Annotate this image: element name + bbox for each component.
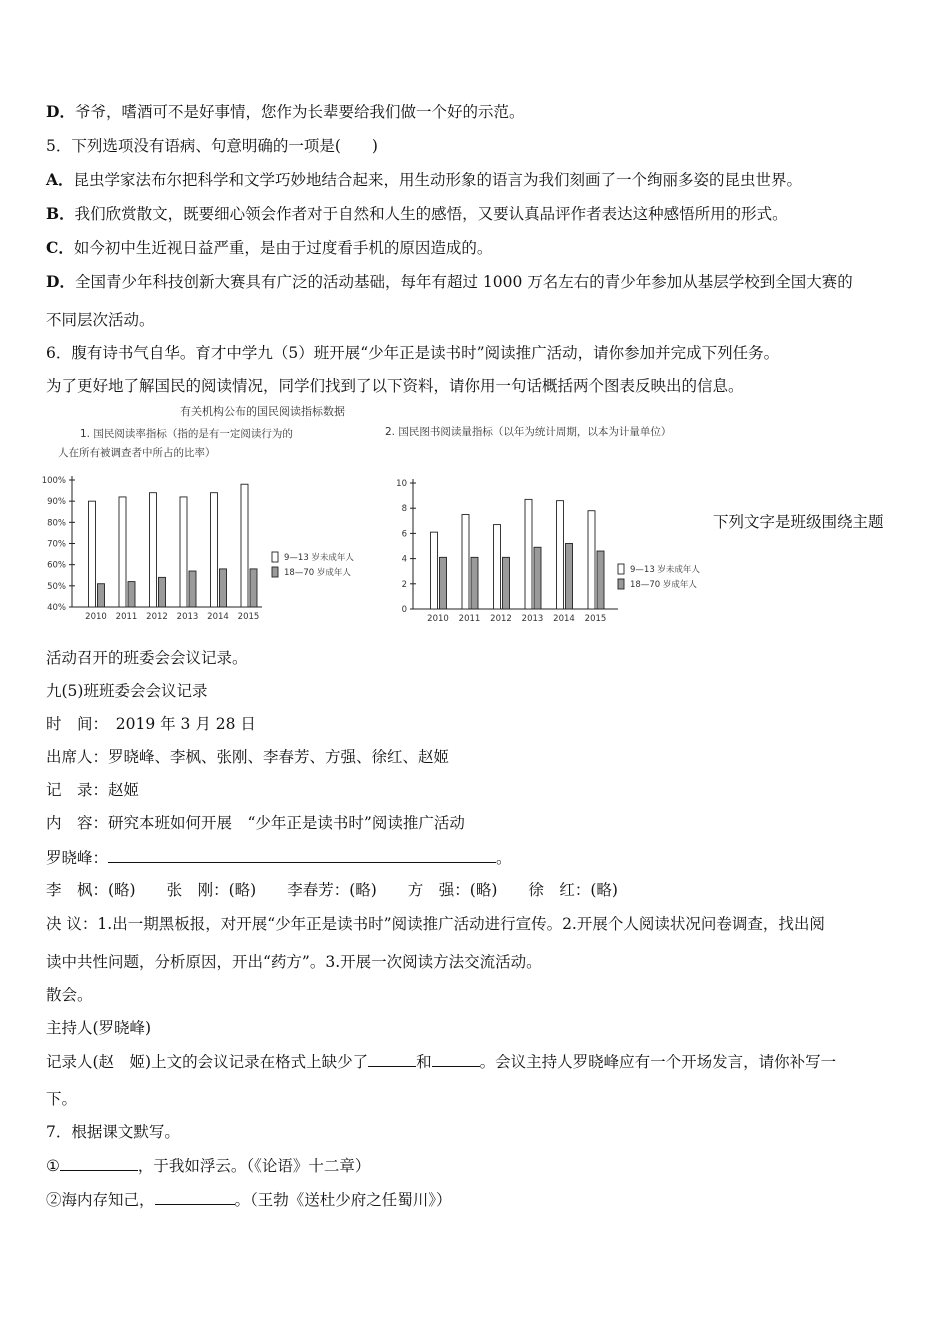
poem-blank-2[interactable] — [155, 1189, 235, 1205]
chart2-y-tick-label: 6 — [401, 529, 407, 540]
chart2-x-tick-label: 2012 — [490, 614, 512, 624]
recorder-text: 记录人(赵 姬)上文的会议记录在格式上缺少了 — [46, 1053, 369, 1071]
option-text: 如今初中生近视日益严重，是由于过度看手机的原因造成的。 — [73, 239, 493, 257]
minutes-decision-2: 读中共性问题，分析原因，开出“药方”。3.开展一次阅读方法交流活动。 — [46, 953, 542, 971]
minutes-time: 时 间： 2019 年 3 月 28 日 — [46, 715, 256, 733]
chart1-x-tick-label: 2013 — [176, 612, 199, 622]
chart1-y-tick-label: 90% — [47, 497, 66, 508]
chart2-bar-adult-2011 — [471, 557, 478, 609]
question-text: 下列选项没有语病、句意明确的一项是( ) — [71, 137, 378, 155]
question-text: 腹有诗书气自华。育才中学九（5）班开展“少年正是读书时”阅读推广活动，请你参加并完成下列任务。 — [71, 344, 780, 362]
minutes-content: 内 容：研究本班如何开展 “少年正是读书时”阅读推广活动 — [46, 814, 465, 832]
question-6 — [46, 343, 779, 363]
speaker-label: 罗晓峰： — [46, 849, 109, 867]
option-label: B． — [46, 204, 75, 223]
chart2-y-tick-label: 2 — [401, 579, 407, 590]
chart2-bar-adult-2015 — [597, 551, 604, 609]
chart2-x-tick-label: 2014 — [553, 614, 575, 624]
chart2-x-tick-label: 2015 — [584, 614, 607, 624]
chart1-bar-youth-2014 — [211, 493, 218, 607]
question-number: 6． — [46, 344, 72, 362]
option-label: D． — [46, 102, 75, 121]
chart1-bar-adult-2014 — [220, 569, 227, 607]
chart2-x-tick-label: 2010 — [427, 614, 449, 624]
minutes-host: 主持人(罗晓峰) — [46, 1019, 152, 1037]
chart1-bar-adult-2011 — [128, 582, 135, 607]
chart1-legend-swatch — [272, 567, 278, 577]
format-blank-2[interactable] — [432, 1051, 480, 1067]
chart2-y-tick-label: 4 — [401, 554, 407, 565]
chart2-bar-youth-2010 — [431, 532, 438, 609]
chart1-bar-youth-2012 — [150, 493, 157, 607]
poem-line-2 — [46, 1189, 452, 1210]
chart1-x-tick-label: 2012 — [146, 612, 168, 622]
question-number: 5． — [46, 137, 72, 155]
option-text: 全国青少年科技创新大赛具有广泛的活动基础，每年有超过 1000 万名左右的青少年参加从基层学校到全国大赛的 — [74, 273, 853, 291]
chart1-bar-adult-2010 — [98, 584, 105, 607]
recorder-question-cont: 下。 — [46, 1090, 78, 1108]
poem-text-end: 。（王勃《送杜少府之任蜀川》） — [234, 1191, 452, 1209]
chart1-bar-adult-2015 — [250, 569, 257, 607]
chart2-legend-label: 9—13 岁未成年人 — [630, 565, 700, 575]
chart1-y-tick-label: 70% — [47, 539, 66, 550]
chart1-y-tick-label: 80% — [47, 518, 66, 529]
chart2-legend-swatch — [618, 564, 624, 574]
chart2-bar-adult-2012 — [503, 557, 510, 609]
option-text: 昆虫学家法布尔把科学和文学巧妙地结合起来，用生动形象的语言为我们刻画了一个绚丽多姿的昆虫世界。 — [73, 171, 803, 189]
option-label: C． — [46, 238, 74, 257]
chart2-bar-youth-2012 — [494, 525, 501, 609]
side-text: 下列文字是班级围绕主题 — [713, 513, 884, 531]
poem-line-1 — [46, 1155, 370, 1176]
chart2-y-tick-label: 10 — [396, 479, 407, 489]
option-d — [46, 272, 853, 292]
chart1-legend-label: 9—13 岁未成年人 — [284, 553, 354, 563]
chart1-legend-label: 18—70 岁成年人 — [284, 568, 351, 578]
question-5 — [46, 136, 378, 156]
chart1-y-tick-label: 60% — [47, 560, 66, 571]
minutes-others: 李 枫：(略) 张 刚：(略) 李春芳：(略) 方 强：(略) 徐 红：(略) — [46, 881, 618, 899]
chart2-bar-youth-2015 — [588, 511, 595, 609]
chart2-x-tick-label: 2011 — [458, 614, 481, 624]
option-d-prev — [46, 102, 524, 122]
chart1-bar-youth-2013 — [180, 497, 187, 607]
and-text: 和 — [416, 1053, 432, 1071]
chart2-bar-youth-2013 — [525, 499, 532, 609]
chart2-title: 2. 国民图书阅读量指标（以年为统计周期，以本为计量单位） — [385, 426, 672, 438]
option-b — [46, 204, 788, 224]
chart2-bar-adult-2013 — [534, 547, 541, 609]
minutes-adjourn: 散会。 — [46, 986, 93, 1004]
recorder-question-line — [46, 1051, 836, 1072]
poem-text: ②海内存知己， — [46, 1191, 155, 1209]
option-text: 我们欣赏散文，既要细心领会作者对于自然和人生的感悟，又要认真品评作者表达这种感悟所用的形式。 — [74, 205, 788, 223]
chart2-bar-adult-2010 — [440, 557, 447, 609]
chart1-legend-swatch — [272, 552, 278, 562]
chart1-y-tick-label: 50% — [47, 581, 66, 592]
poem-number: ① — [46, 1157, 60, 1175]
after-chart-text: 活动召开的班委会会议记录。 — [46, 649, 248, 667]
chart2-y-tick-label: 8 — [401, 504, 407, 515]
option-label: D． — [46, 272, 75, 291]
chart1-bar-youth-2010 — [89, 501, 96, 607]
chart1-bar-youth-2011 — [119, 497, 126, 607]
poem-blank-1[interactable] — [60, 1155, 138, 1171]
chart2-bar-youth-2014 — [557, 501, 564, 609]
poem-text: ，于我如浮云。（《论语》十二章） — [137, 1157, 371, 1175]
option-c — [46, 238, 492, 258]
chart1-x-tick-label: 2010 — [85, 612, 107, 622]
chart2-bar-youth-2011 — [462, 515, 469, 610]
chart2-bar-adult-2014 — [566, 543, 573, 609]
recorder-text-cont: 。会议主持人罗晓峰应有一个开场发言，请你补写一 — [479, 1053, 837, 1071]
chart1-x-tick-label: 2014 — [207, 612, 229, 622]
chart1-y-tick-label: 40% — [47, 603, 66, 613]
charts-main-title: 有关机构公布的国民阅读指标数据 — [180, 405, 345, 418]
chart1-x-tick-label: 2011 — [115, 612, 138, 622]
question-6-task: 为了更好地了解国民的阅读情况，同学们找到了以下资料，请你用一句话概括两个图表反映出的信息。 — [46, 377, 744, 395]
option-label: A． — [46, 170, 74, 189]
luo-speech-line — [46, 847, 512, 868]
chart1-bar-adult-2013 — [189, 571, 196, 607]
question-7 — [46, 1122, 180, 1142]
chart1-title-line1: 1. 国民阅读率指标（指的是有一定阅读行为的 — [80, 428, 293, 440]
period: 。 — [496, 849, 512, 867]
chart1-y-tick-label: 100% — [41, 476, 66, 486]
chart1-bar-adult-2012 — [159, 577, 166, 607]
option-text: 爷爷，嗜酒可不是好事情，您作为长辈要给我们做一个好的示范。 — [74, 103, 525, 121]
minutes-recorder: 记 录：赵姬 — [46, 781, 140, 799]
question-number: 7． — [46, 1123, 72, 1141]
luo-speech-blank[interactable] — [108, 847, 496, 863]
chart2-legend-label: 18—70 岁成年人 — [630, 580, 697, 590]
format-blank-1[interactable] — [368, 1051, 416, 1067]
option-a — [46, 170, 802, 190]
option-d-cont: 不同层次活动。 — [46, 311, 155, 329]
minutes-decision-1: 决 议：1.出一期黑板报，对开展“少年正是读书时”阅读推广活动进行宣传。2.开展个人阅读状况问卷调查，找出阅 — [46, 915, 825, 933]
chart2-legend-swatch — [618, 579, 624, 589]
minutes-title: 九(5)班班委会会议记录 — [46, 682, 208, 700]
chart2-y-tick-label: 0 — [401, 605, 407, 615]
minutes-attendees: 出席人：罗晓峰、李枫、张刚、李春芳、方强、徐红、赵姬 — [46, 748, 450, 766]
chart1-x-tick-label: 2015 — [237, 612, 260, 622]
chart1-title-line2: 人在所有被调查者中所占的比率） — [58, 447, 216, 459]
chart1-bar-youth-2015 — [241, 484, 248, 607]
question-text: 根据课文默写。 — [71, 1123, 180, 1141]
chart2-x-tick-label: 2013 — [521, 614, 544, 624]
